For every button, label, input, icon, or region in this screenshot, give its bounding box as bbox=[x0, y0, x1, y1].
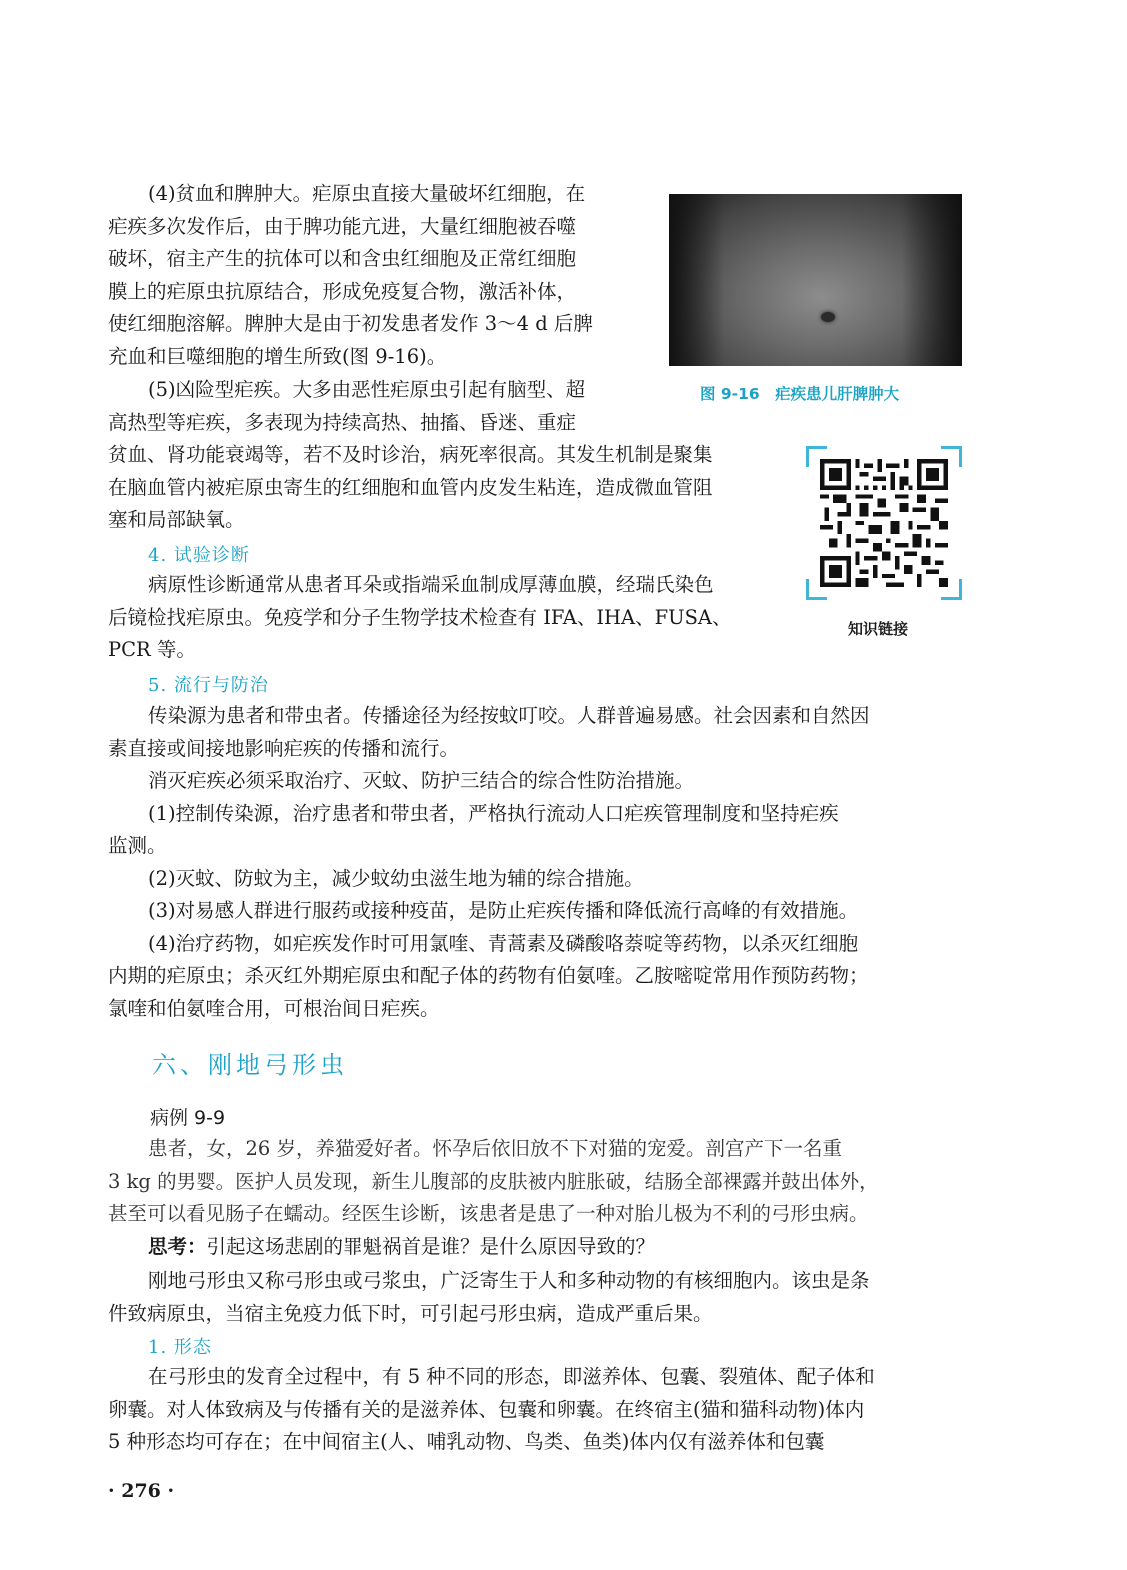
text-line: (4)治疗药物，如疟疾发作时可用氯喹、青蒿素及磷酸咯萘啶等药物，以杀灭红细胞 bbox=[148, 931, 859, 955]
subheading-morphology: 1. 形态 bbox=[148, 1337, 212, 1358]
text-line: 充血和巨噬细胞的增生所致(图 9-16)。 bbox=[108, 344, 447, 368]
text-line: 使红细胞溶解。脾肿大是由于初发患者发作 3～4 d 后脾 bbox=[108, 312, 593, 335]
case-title: 病例 9-9 bbox=[150, 1107, 226, 1129]
navel-mark bbox=[821, 312, 835, 322]
text-line: 病原性诊断通常从患者耳朵或指端采血制成厚薄血膜，经瑞氏染色 bbox=[148, 573, 714, 596]
text-line: 塞和局部缺氧。 bbox=[108, 508, 245, 531]
text-line: 后镜检找疟原虫。免疫学和分子生物学技术检查有 IFA、IHA、FUSA、 bbox=[108, 605, 732, 629]
qr-code-frame[interactable] bbox=[806, 446, 962, 600]
text-line: 刚地弓形虫又称弓形虫或弓浆虫，广泛寄生于人和多种动物的有核细胞内。该虫是条 bbox=[148, 1269, 870, 1292]
text-line: (3)对易感人群进行服药或接种疫苗，是防止疟疾传播和降低流行高峰的有效措施。 bbox=[148, 899, 859, 922]
text-line: 件致病原虫，当宿主免疫力低下时，可引起弓形虫病，造成严重后果。 bbox=[108, 1301, 713, 1325]
text-line: 破坏，宿主产生的抗体可以和含虫红细胞及正常红细胞 bbox=[108, 247, 577, 270]
text-line: 在脑血管内被疟原虫寄生的红细胞和血管内皮发生粘连，造成微血管阻 bbox=[108, 475, 713, 499]
figure-caption: 图 9-16 疟疾患儿肝脾肿大 bbox=[700, 385, 900, 403]
text-line: 3 kg 的男婴。医护人员发现，新生儿腹部的皮肤被内脏胀破，结肠全部裸露并鼓出体外， bbox=[108, 1169, 879, 1193]
think-question bbox=[148, 1231, 963, 1264]
text-line: 在弓形虫的发育全过程中，有 5 种不同的形态，即滋养体、包囊、裂殖体、配子体和 bbox=[148, 1365, 875, 1388]
text-line: 甚至可以看见肠子在蠕动。经医生诊断，该患者是患了一种对胎儿极为不利的弓形虫病。 bbox=[108, 1202, 869, 1225]
subheading-epidemic: 5. 流行与防治 bbox=[148, 675, 269, 696]
think-text: 引起这场悲剧的罪魁祸首是谁？是什么原因导致的？ bbox=[206, 1235, 656, 1258]
case-text bbox=[108, 1133, 963, 1231]
text-line: PCR 等。 bbox=[108, 638, 196, 661]
page-number: · 276 · bbox=[108, 1480, 175, 1502]
text-line: (2)灭蚊、防蚊为主，减少蚊幼虫滋生地为辅的综合措施。 bbox=[148, 866, 644, 890]
paragraph-anemia bbox=[108, 178, 648, 373]
text-line: 高热型等疟疾，多表现为持续高热、抽搐、昏迷、重症 bbox=[108, 410, 577, 434]
text-line: 疟疾多次发作后，由于脾功能亢进，大量红细胞被吞噬 bbox=[108, 214, 577, 238]
text-line: 传染源为患者和带虫者。传播途径为经按蚊叮咬。人群普遍易感。社会因素和自然因 bbox=[148, 704, 870, 727]
paragraph-severe-malaria bbox=[108, 374, 788, 537]
text-line: (5)凶险型疟疾。大多由恶性疟原虫引起有脑型、超 bbox=[148, 378, 586, 401]
text-line: 消灭疟疾必须采取治疗、灭蚊、防护三结合的综合性防治措施。 bbox=[148, 769, 695, 792]
text-line: (1)控制传染源，治疗患者和带虫者，严格执行流动人口疟疾管理制度和坚持疟疾 bbox=[148, 801, 839, 825]
think-label: 思考： bbox=[148, 1235, 207, 1258]
qr-code-icon[interactable] bbox=[820, 459, 948, 587]
paragraph-transmission bbox=[108, 700, 963, 1025]
text-line: 膜上的疟原虫抗原结合，形成免疫复合物，激活补体， bbox=[108, 279, 577, 303]
paragraph-diagnosis bbox=[108, 569, 788, 667]
paragraph-toxoplasma-intro bbox=[108, 1265, 963, 1330]
text-line bbox=[148, 1231, 963, 1264]
qr-label: 知识链接 bbox=[848, 620, 909, 638]
text-line: 内期的疟原虫；杀灭红外期疟原虫和配子体的药物有伯氨喹。乙胺嘧啶常用作预防药物； bbox=[108, 964, 869, 987]
paragraph-morphology bbox=[108, 1361, 963, 1459]
text-line: 贫血、肾功能衰竭等，若不及时诊治，病死率很高。其发生机制是聚集 bbox=[108, 443, 713, 466]
text-line: 卵囊。对人体致病及与传播有关的是滋养体、包囊和卵囊。在终宿主(猫和猫科动物)体内 bbox=[108, 1397, 865, 1421]
text-line: (4)贫血和脾肿大。疟原虫直接大量破坏红细胞，在 bbox=[148, 182, 586, 205]
figure-photo bbox=[669, 194, 962, 366]
text-line: 患者，女，26 岁，养猫爱好者。怀孕后依旧放不下对猫的宠爱。剖宫产下一名重 bbox=[148, 1137, 843, 1160]
text-line: 素直接或间接地影响疟疾的传播和流行。 bbox=[108, 736, 460, 760]
text-line: 氯喹和伯氨喹合用，可根治间日疟疾。 bbox=[108, 996, 440, 1020]
text-line: 5 种形态均可存在；在中间宿主(人、哺乳动物、鸟类、鱼类)体内仅有滋养体和包囊 bbox=[108, 1430, 825, 1453]
subheading-diagnosis: 4. 试验诊断 bbox=[148, 545, 250, 566]
text-line: 监测。 bbox=[108, 834, 167, 857]
section-title: 六、刚地弓形虫 bbox=[152, 1051, 348, 1079]
